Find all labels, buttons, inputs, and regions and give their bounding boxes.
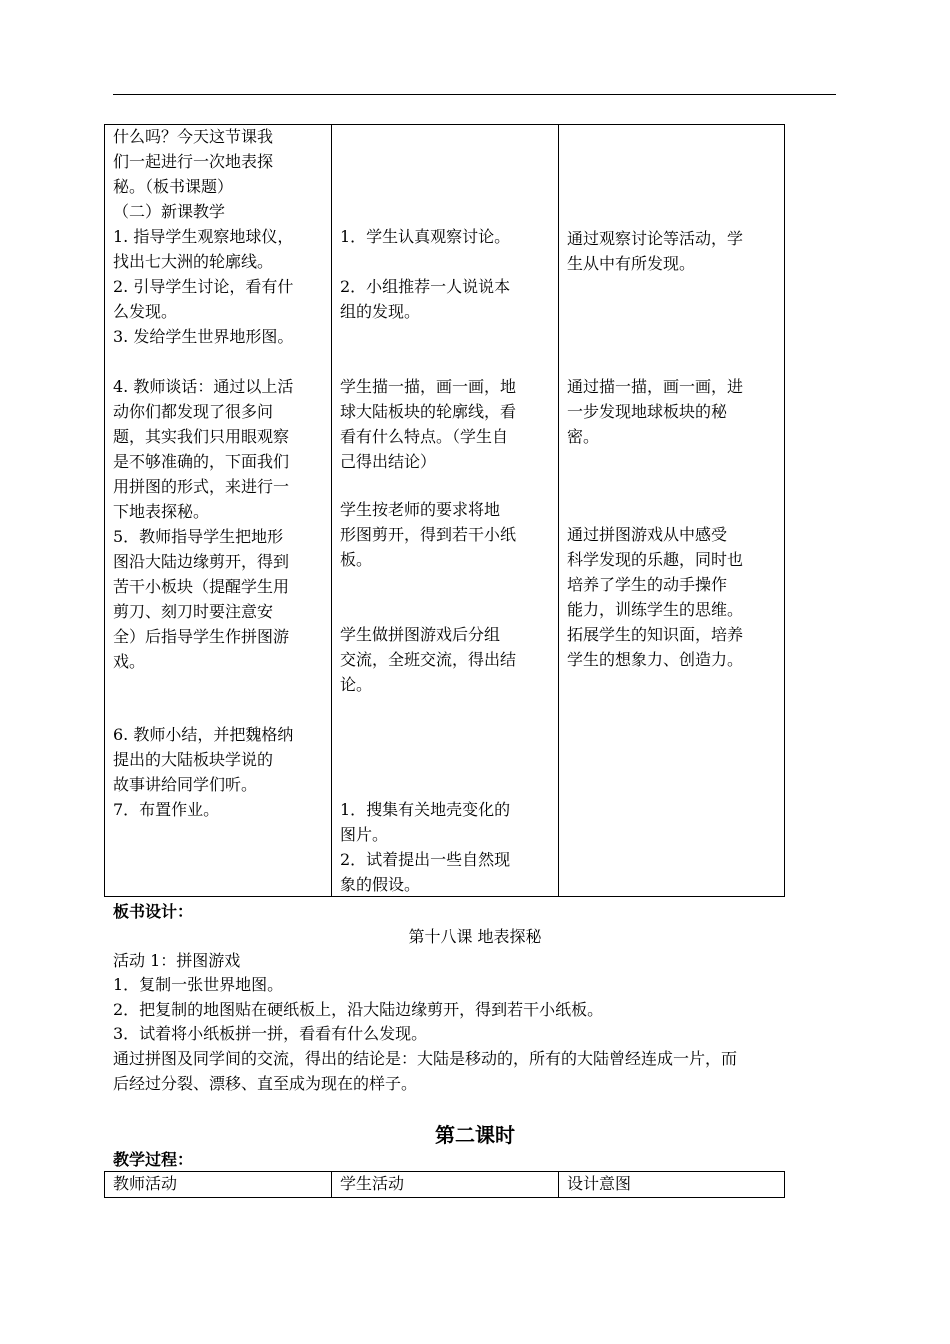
cell-line: 一步发现地球板块的秘	[567, 402, 728, 421]
cell-line: 1. 指导学生观察地球仪，	[113, 227, 294, 246]
cell-line: 密。	[567, 427, 600, 446]
cell-line: 培养了学生的动手操作	[567, 575, 728, 594]
cell-line: 己得出结论）	[340, 452, 437, 471]
cell-line: 找出七大洲的轮廓线。	[113, 252, 274, 271]
board-design-heading: 板书设计：	[113, 902, 194, 921]
activity-step: 2．把复制的地图贴在硬纸板上，沿大陆边缘剪开，得到若干小纸板。	[113, 1000, 604, 1019]
column-divider	[331, 124, 332, 897]
cell-line: 什么吗？今天这节课我	[113, 127, 274, 146]
cell-line: 学生做拼图游戏后分组	[340, 625, 501, 644]
cell-line: 看有什么特点。（学生自	[340, 427, 509, 446]
header-rule	[113, 94, 836, 95]
cell-line: 故事讲给同学们听。	[113, 775, 258, 794]
cell-line: 图沿大陆边缘剪开，得到	[113, 552, 290, 571]
cell-line: 7．布置作业。	[113, 800, 220, 819]
cell-line: 6. 教师小结，并把魏格纳	[113, 725, 294, 744]
activity-step: 3．试着将小纸板拼一拼，看看有什么发现。	[113, 1024, 428, 1043]
cell-line: 2．小组推荐一人说说本	[340, 277, 511, 296]
cell-line: 科学发现的乐趣，同时也	[567, 550, 744, 569]
cell-line: 形图剪开，得到若干小纸	[340, 525, 517, 544]
cell-line: 交流，全班交流，得出结	[340, 650, 517, 669]
cell-line: 戏。	[113, 652, 146, 671]
cell-line: 学生按老师的要求将地	[340, 500, 501, 519]
cell-line: 是不够准确的，下面我们	[113, 452, 290, 471]
cell-line: 苦干小板块（提醒学生用	[113, 577, 290, 596]
cell-line: 拓展学生的知识面，培养	[567, 625, 744, 644]
cell-line: 3. 发给学生世界地形图。	[113, 327, 294, 346]
header-design-intent: 设计意图	[567, 1174, 632, 1193]
cell-line: 组的发现。	[340, 302, 421, 321]
cell-line: 们一起进行一次地表探	[113, 152, 274, 171]
cell-line: 动你们都发现了很多问	[113, 402, 274, 421]
cell-line: 5．教师指导学生把地形	[113, 527, 284, 546]
cell-line: 么发现。	[113, 302, 178, 321]
activity-label: 活动 1：拼图游戏	[113, 951, 241, 970]
cell-line: 剪刀、刻刀时要注意安	[113, 602, 274, 621]
process-label: 教学过程：	[113, 1150, 194, 1169]
header-student-activity: 学生活动	[340, 1174, 405, 1193]
cell-line: 秘。（板书课题）	[113, 177, 234, 196]
cell-line: 图片。	[340, 825, 389, 844]
cell-line: 象的假设。	[340, 875, 421, 894]
cell-line: （二）新课教学	[113, 202, 226, 221]
cell-line: 板。	[340, 550, 373, 569]
cell-line: 通过描一描，画一画，进	[567, 377, 744, 396]
cell-line: 题，其实我们只用眼观察	[113, 427, 290, 446]
cell-line: 通过观察讨论等活动，学	[567, 229, 744, 248]
conclusion-line: 后经过分裂、漂移、直至成为现在的样子。	[113, 1074, 418, 1093]
cell-line: 能力，训练学生的思维。	[567, 600, 744, 619]
section-title: 第二课时	[435, 1123, 515, 1147]
cell-line: 4. 教师谈话：通过以上活	[113, 377, 294, 396]
cell-line: 学生的想象力、创造力。	[567, 650, 744, 669]
cell-line: 提出的大陆板块学说的	[113, 750, 274, 769]
cell-line: 通过拼图游戏从中感受	[567, 525, 728, 544]
column-divider	[558, 124, 559, 897]
activity-step: 1．复制一张世界地图。	[113, 975, 284, 994]
cell-line: 1．搜集有关地壳变化的	[340, 800, 511, 819]
cell-line: 用拼图的形式，来进行一	[113, 477, 290, 496]
cell-line: 1．学生认真观察讨论。	[340, 227, 511, 246]
lesson-title: 第十八课 地表探秘	[408, 927, 542, 946]
cell-line: 2. 引导学生讨论，看有什	[113, 277, 294, 296]
cell-line: 下地表探秘。	[113, 502, 210, 521]
cell-line: 球大陆板块的轮廓线，看	[340, 402, 517, 421]
conclusion-line: 通过拼图及同学间的交流，得出的结论是：大陆是移动的，所有的大陆曾经连成一片，而	[113, 1049, 738, 1068]
cell-line: 2．试着提出一些自然现	[340, 850, 511, 869]
cell-line: 全）后指导学生作拼图游	[113, 627, 290, 646]
cell-line: 生从中有所发现。	[567, 254, 696, 273]
header-teacher-activity: 教师活动	[113, 1174, 178, 1193]
cell-line: 论。	[340, 675, 373, 694]
cell-line: 学生描一描，画一画，地	[340, 377, 517, 396]
